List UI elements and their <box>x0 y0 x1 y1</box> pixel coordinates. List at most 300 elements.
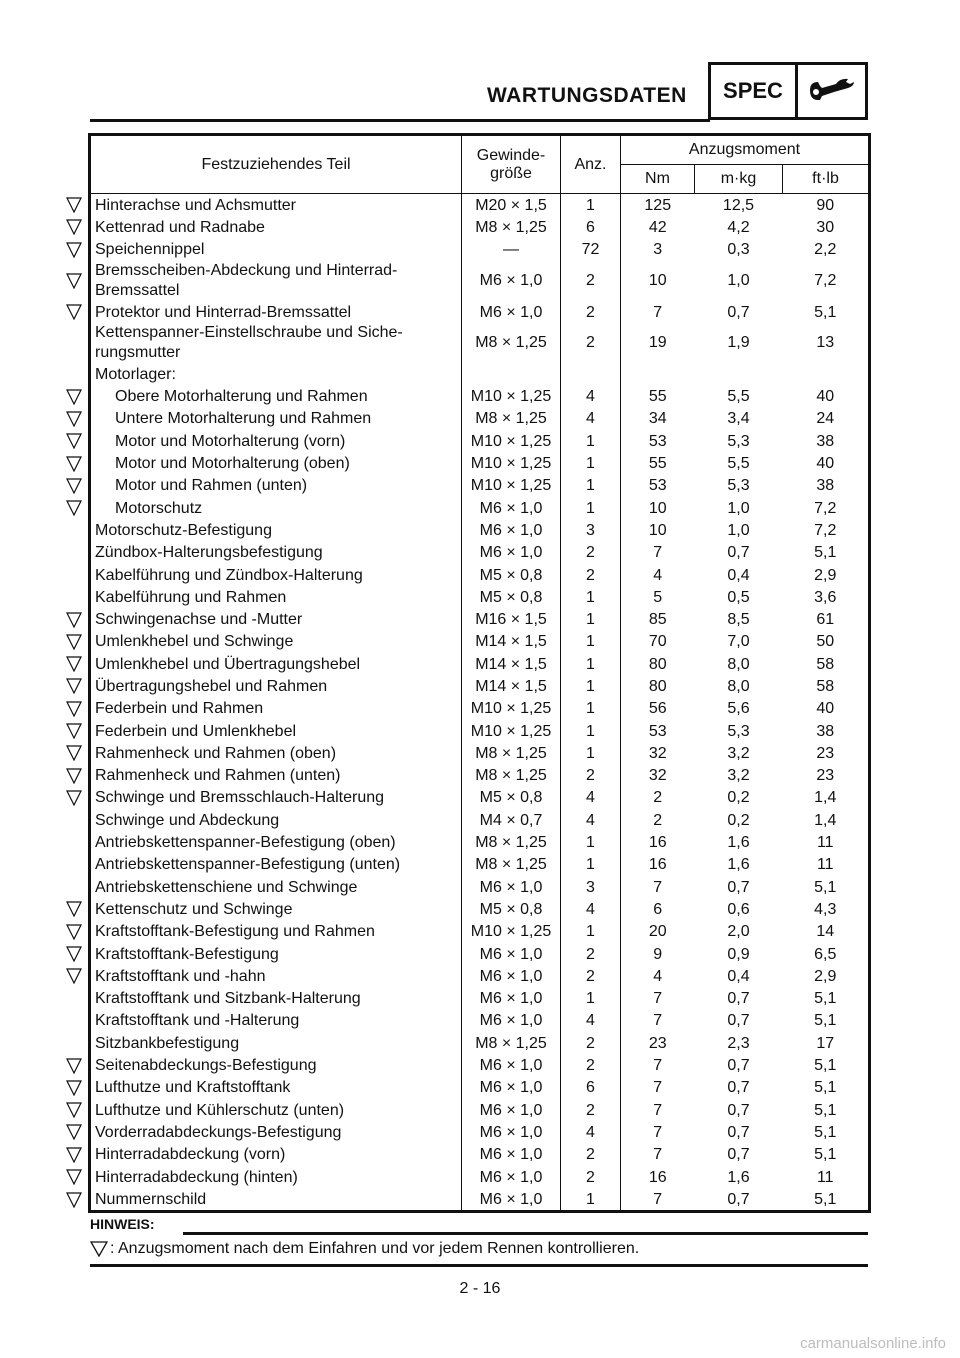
torque-nm-cell: 10 <box>648 521 667 539</box>
torque-nm-cell: 85 <box>648 611 667 629</box>
part-cell: Motor und Motorhalterung (vorn) <box>90 430 462 452</box>
thread-size-cell: M8 × 1,25 <box>462 1032 561 1054</box>
quantity-cell: 2 <box>561 943 621 965</box>
table-row <box>90 519 870 541</box>
part-cell: Federbein und Umlenkhebel <box>90 720 462 742</box>
quantity-cell: 1 <box>561 653 621 675</box>
torque-ftlb-cell: 2,2 <box>814 241 837 259</box>
torque-ftlb-cell: 1,4 <box>814 789 837 807</box>
torque-nm-cell: 32 <box>648 744 667 762</box>
thread-size-cell: M10 × 1,25 <box>462 720 561 742</box>
thread-size-cell: M5 × 0,8 <box>462 898 561 920</box>
torque-mkg-cell: 0,7 <box>727 878 750 896</box>
torque-mkg-cell: 0,7 <box>727 990 750 1008</box>
torque-nm-cell: 7 <box>653 878 663 896</box>
triangle-mark-icon <box>66 478 82 494</box>
thread-size-cell: M6 × 1,0 <box>462 1121 561 1143</box>
table-row <box>90 586 870 608</box>
triangle-mark-icon <box>66 656 82 672</box>
part-cell: Kraftstofftank und -hahn <box>90 965 462 987</box>
part-cell: Sitzbankbefestigung <box>90 1032 462 1054</box>
torque-nm-cell: 32 <box>648 767 667 785</box>
torque-nm-cell: 2 <box>653 811 663 829</box>
part-cell: Schwinge und Bremsschlauch-Halterung <box>90 787 462 809</box>
torque-nm-cell: 6 <box>653 900 663 918</box>
triangle-mark-icon <box>66 1080 82 1096</box>
triangle-mark-icon <box>66 500 82 516</box>
torque-mkg-cell: 1,6 <box>727 856 750 874</box>
torque-mkg-cell: 0,7 <box>727 1101 750 1119</box>
torque-nm-cell: 7 <box>653 1146 663 1164</box>
torque-mkg-cell: 0,7 <box>727 1146 750 1164</box>
triangle-mark-icon <box>66 723 82 739</box>
table-row <box>90 1188 870 1212</box>
torque-ftlb-cell: 2,9 <box>814 967 837 985</box>
part-cell: Vorderradabdeckungs-Befestigung <box>90 1121 462 1143</box>
torque-nm-cell: 7 <box>653 1012 663 1030</box>
torque-ftlb-cell: 1,4 <box>814 811 837 829</box>
triangle-mark-icon <box>66 273 82 289</box>
torque-ftlb-cell: 5,1 <box>814 1123 837 1141</box>
torque-nm-cell: 16 <box>648 1168 667 1186</box>
torque-ftlb-cell: 50 <box>816 633 835 651</box>
part-cell: Kettenspanner-Einstellschraube und Siche-rungsmutter <box>90 323 462 363</box>
torque-mkg-cell: 5,5 <box>727 455 750 473</box>
table-row <box>90 408 870 430</box>
thread-size-cell: M6 × 1,0 <box>462 542 561 564</box>
triangle-mark-icon <box>66 946 82 962</box>
torque-ftlb-cell: 5,1 <box>814 1101 837 1119</box>
quantity-cell: 1 <box>561 586 621 608</box>
quantity-cell: 2 <box>561 564 621 586</box>
torque-nm-cell: 53 <box>648 477 667 495</box>
torque-ftlb-cell: 5,1 <box>814 1190 837 1208</box>
torque-ftlb-cell: 40 <box>816 388 835 406</box>
triangle-mark-icon <box>66 924 82 940</box>
torque-nm-cell: 34 <box>648 410 667 428</box>
torque-nm-cell: 56 <box>648 700 667 718</box>
torque-ftlb-cell: 2,9 <box>814 566 837 584</box>
table-row <box>90 194 870 217</box>
torque-nm-cell: 55 <box>648 455 667 473</box>
torque-mkg-cell: 0,2 <box>727 811 750 829</box>
note-label: HINWEIS: <box>90 1216 155 1232</box>
torque-mkg-cell: 0,3 <box>727 241 750 259</box>
table-row <box>90 965 870 987</box>
torque-ftlb-cell: 5,1 <box>814 1012 837 1030</box>
torque-mkg-cell: 1,0 <box>727 499 750 517</box>
part-cell: Hinterachse und Achsmutter <box>90 194 462 217</box>
torque-nm-cell: 4 <box>653 566 663 584</box>
torque-ftlb-cell: 58 <box>816 677 835 695</box>
note-bottom-rule <box>90 1264 868 1267</box>
torque-nm-cell: 20 <box>648 923 667 941</box>
quantity-cell: 72 <box>561 239 621 261</box>
triangle-mark-icon <box>66 968 82 984</box>
part-cell: Federbein und Rahmen <box>90 698 462 720</box>
part-cell: Rahmenheck und Rahmen (oben) <box>90 742 462 764</box>
triangle-mark-icon <box>66 304 82 320</box>
torque-nm-cell: 70 <box>648 633 667 651</box>
table-row <box>90 787 870 809</box>
thread-size-cell: M16 × 1,5 <box>462 608 561 630</box>
torque-mkg-cell: 1,6 <box>727 834 750 852</box>
torque-mkg-cell: 0,5 <box>727 588 750 606</box>
thread-size-cell: M8 × 1,25 <box>462 216 561 238</box>
torque-ftlb-cell: 17 <box>816 1034 835 1052</box>
thread-size-cell: M8 × 1,25 <box>462 408 561 430</box>
part-cell: Seitenabdeckungs-Befestigung <box>90 1054 462 1076</box>
torque-ftlb-cell: 40 <box>816 700 835 718</box>
triangle-mark-icon <box>66 219 82 235</box>
torque-mkg-cell: 0,7 <box>727 1123 750 1141</box>
triangle-mark-icon <box>66 790 82 806</box>
quantity-cell: 1 <box>561 452 621 474</box>
table-row <box>90 497 870 519</box>
thread-size-cell: M6 × 1,0 <box>462 988 561 1010</box>
part-cell: Protektor und Hinterrad-Bremssattel <box>90 301 462 323</box>
torque-mkg-cell: 1,9 <box>727 334 750 352</box>
table-row <box>90 1054 870 1076</box>
torque-mkg-cell: 5,3 <box>727 432 750 450</box>
torque-ftlb-cell <box>783 363 870 385</box>
torque-mkg-cell: 7,0 <box>727 633 750 651</box>
torque-mkg-cell: 0,6 <box>727 900 750 918</box>
torque-mkg-cell: 12,5 <box>722 196 755 214</box>
torque-nm-cell: 7 <box>653 544 663 562</box>
table-row <box>90 943 870 965</box>
table-row <box>90 988 870 1010</box>
quantity-cell: 4 <box>561 1121 621 1143</box>
torque-mkg-cell: 8,0 <box>727 677 750 695</box>
torque-ftlb-cell: 7,2 <box>814 521 837 539</box>
part-cell: Speichennippel <box>90 239 462 261</box>
table-row <box>90 1144 870 1166</box>
torque-mkg-cell: 3,4 <box>727 410 750 428</box>
table-row <box>90 1166 870 1188</box>
table-row <box>90 323 870 363</box>
triangle-mark-icon <box>66 242 82 258</box>
part-cell: Übertragungshebel und Rahmen <box>90 675 462 697</box>
table-row <box>90 475 870 497</box>
quantity-cell: 1 <box>561 497 621 519</box>
torque-mkg-cell: 8,0 <box>727 655 750 673</box>
triangle-mark-icon <box>66 678 82 694</box>
part-cell: Antriebskettenschiene und Schwinge <box>90 876 462 898</box>
triangle-mark-icon <box>66 433 82 449</box>
part-cell: Kraftstofftank und -Halterung <box>90 1010 462 1032</box>
torque-table <box>88 133 871 1213</box>
torque-mkg-cell: 8,5 <box>727 611 750 629</box>
torque-ftlb-cell: 61 <box>816 611 835 629</box>
part-cell: Antriebskettenspanner-Befestigung (oben) <box>90 831 462 853</box>
torque-mkg-cell: 2,0 <box>727 923 750 941</box>
table-row <box>90 608 870 630</box>
table-row <box>90 1099 870 1121</box>
torque-ftlb-cell: 6,5 <box>814 945 837 963</box>
part-cell: Kettenrad und Radnabe <box>90 216 462 238</box>
torque-ftlb-cell: 5,1 <box>814 990 837 1008</box>
torque-nm-cell: 23 <box>648 1034 667 1052</box>
triangle-mark-icon <box>66 197 82 213</box>
torque-nm-cell: 19 <box>648 334 667 352</box>
thread-size-cell: M5 × 0,8 <box>462 564 561 586</box>
quantity-cell <box>561 363 621 385</box>
thread-size-cell: M6 × 1,0 <box>462 519 561 541</box>
triangle-mark-icon <box>66 634 82 650</box>
quantity-cell: 4 <box>561 898 621 920</box>
thread-size-cell: M10 × 1,25 <box>462 475 561 497</box>
thread-size-cell: M5 × 0,8 <box>462 586 561 608</box>
header-ftlb: ft·lb <box>783 165 870 194</box>
thread-size-cell: M8 × 1,25 <box>462 831 561 853</box>
thread-size-cell: M6 × 1,0 <box>462 261 561 301</box>
thread-size-cell: M8 × 1,25 <box>462 323 561 363</box>
triangle-mark-icon <box>66 389 82 405</box>
quantity-cell: 1 <box>561 720 621 742</box>
quantity-cell: 1 <box>561 1188 621 1212</box>
thread-size-cell: M6 × 1,0 <box>462 1054 561 1076</box>
torque-mkg-cell: 1,0 <box>727 521 750 539</box>
triangle-mark-icon <box>90 1241 108 1257</box>
torque-nm-cell: 16 <box>648 834 667 852</box>
part-cell: Kraftstofftank-Befestigung und Rahmen <box>90 921 462 943</box>
table-row <box>90 1010 870 1032</box>
quantity-cell: 1 <box>561 430 621 452</box>
quantity-cell: 2 <box>561 1054 621 1076</box>
header-torque: Anzugsmoment <box>621 135 870 165</box>
torque-nm-cell: 53 <box>648 432 667 450</box>
note <box>90 1240 639 1258</box>
torque-nm-cell: 16 <box>648 856 667 874</box>
torque-mkg-cell: 0,9 <box>727 945 750 963</box>
torque-nm-cell: 2 <box>653 789 663 807</box>
table-row <box>90 216 870 238</box>
torque-nm-cell: 7 <box>653 1190 663 1208</box>
part-cell: Schwingenachse und -Mutter <box>90 608 462 630</box>
torque-ftlb-cell: 38 <box>816 722 835 740</box>
torque-mkg-cell: 0,7 <box>727 1079 750 1097</box>
torque-mkg-cell <box>695 363 783 385</box>
thread-size-cell: M14 × 1,5 <box>462 675 561 697</box>
thread-size-cell: M10 × 1,25 <box>462 430 561 452</box>
torque-mkg-cell: 5,3 <box>727 722 750 740</box>
header-size: Gewinde- größe <box>462 135 561 194</box>
note-rule <box>183 1232 868 1235</box>
torque-ftlb-cell: 5,1 <box>814 1079 837 1097</box>
triangle-mark-icon <box>66 1192 82 1208</box>
torque-nm-cell: 3 <box>653 241 663 259</box>
triangle-mark-icon <box>66 1102 82 1118</box>
torque-mkg-cell: 3,2 <box>727 767 750 785</box>
table-row <box>90 698 870 720</box>
torque-nm-cell: 10 <box>648 499 667 517</box>
torque-nm-cell: 80 <box>648 677 667 695</box>
thread-size-cell: M14 × 1,5 <box>462 631 561 653</box>
torque-mkg-cell: 2,3 <box>727 1034 750 1052</box>
header-nm: Nm <box>621 165 695 194</box>
triangle-mark-icon <box>66 411 82 427</box>
table-row <box>90 239 870 261</box>
table-row <box>90 742 870 764</box>
table-row <box>90 301 870 323</box>
triangle-mark-icon <box>66 1058 82 1074</box>
thread-size-cell: M4 × 0,7 <box>462 809 561 831</box>
part-cell: Hinterradabdeckung (vorn) <box>90 1144 462 1166</box>
quantity-cell: 2 <box>561 1166 621 1188</box>
wrench-icon <box>798 65 865 117</box>
table-row <box>90 653 870 675</box>
quantity-cell: 6 <box>561 216 621 238</box>
quantity-cell: 3 <box>561 876 621 898</box>
torque-mkg-cell: 0,7 <box>727 544 750 562</box>
thread-size-cell: M6 × 1,0 <box>462 1099 561 1121</box>
torque-ftlb-cell: 11 <box>816 856 834 874</box>
triangle-mark-icon <box>66 701 82 717</box>
table-row <box>90 898 870 920</box>
table-row <box>90 854 870 876</box>
torque-nm-cell: 7 <box>653 303 663 321</box>
torque-nm-cell: 9 <box>653 945 663 963</box>
part-cell: Kabelführung und Rahmen <box>90 586 462 608</box>
torque-mkg-cell: 5,3 <box>727 477 750 495</box>
torque-mkg-cell: 0,7 <box>727 1012 750 1030</box>
table-row <box>90 1077 870 1099</box>
thread-size-cell: M10 × 1,25 <box>462 385 561 407</box>
part-cell: Motor und Rahmen (unten) <box>90 475 462 497</box>
torque-ftlb-cell: 90 <box>816 196 835 214</box>
table-row <box>90 385 870 407</box>
torque-mkg-cell: 0,7 <box>727 1190 750 1208</box>
torque-nm-cell: 10 <box>648 271 667 289</box>
part-cell: Zündbox-Halterungsbefestigung <box>90 542 462 564</box>
thread-size-cell: M10 × 1,25 <box>462 698 561 720</box>
torque-nm-cell: 125 <box>644 196 672 214</box>
torque-nm-cell: 7 <box>653 990 663 1008</box>
torque-nm-cell: 80 <box>648 655 667 673</box>
torque-nm-cell: 53 <box>648 722 667 740</box>
table-row <box>90 809 870 831</box>
page-number: 2 - 16 <box>459 1280 501 1297</box>
triangle-mark-icon <box>66 1147 82 1163</box>
triangle-mark-icon <box>66 612 82 628</box>
thread-size-cell: M20 × 1,5 <box>462 194 561 217</box>
torque-ftlb-cell: 38 <box>816 432 835 450</box>
torque-mkg-cell: 0,2 <box>727 789 750 807</box>
thread-size-cell: M6 × 1,0 <box>462 301 561 323</box>
part-cell: Schwinge und Abdeckung <box>90 809 462 831</box>
part-cell: Obere Motorhalterung und Rahmen <box>90 385 462 407</box>
torque-mkg-cell: 5,5 <box>727 388 750 406</box>
torque-ftlb-cell: 58 <box>816 655 835 673</box>
quantity-cell: 1 <box>561 675 621 697</box>
torque-ftlb-cell: 11 <box>816 834 834 852</box>
quantity-cell: 2 <box>561 1032 621 1054</box>
table-row <box>90 261 870 301</box>
note-text: : Anzugsmoment nach dem Einfahren und vor jedem Rennen kontrollieren. <box>110 1240 640 1257</box>
part-cell: Motor und Motorhalterung (oben) <box>90 452 462 474</box>
torque-nm-cell: 7 <box>653 1123 663 1141</box>
thread-size-cell: M8 × 1,25 <box>462 765 561 787</box>
triangle-mark-icon <box>66 745 82 761</box>
torque-nm-cell <box>621 363 695 385</box>
thread-size-cell: M6 × 1,0 <box>462 965 561 987</box>
torque-ftlb-cell: 5,1 <box>814 303 837 321</box>
quantity-cell: 1 <box>561 194 621 217</box>
part-cell: Nummernschild <box>90 1188 462 1212</box>
torque-ftlb-cell: 3,6 <box>814 588 837 606</box>
quantity-cell: 2 <box>561 765 621 787</box>
quantity-cell: 6 <box>561 1077 621 1099</box>
quantity-cell: 1 <box>561 475 621 497</box>
part-cell: Kabelführung und Zündbox-Halterung <box>90 564 462 586</box>
thread-size-cell: M6 × 1,0 <box>462 876 561 898</box>
table-row <box>90 1032 870 1054</box>
table-row <box>90 876 870 898</box>
torque-mkg-cell: 0,4 <box>727 967 750 985</box>
thread-size-cell: M6 × 1,0 <box>462 1010 561 1032</box>
thread-size-cell: M6 × 1,0 <box>462 1188 561 1212</box>
torque-ftlb-cell: 24 <box>816 410 835 428</box>
quantity-cell: 1 <box>561 608 621 630</box>
thread-size-cell: — <box>462 239 561 261</box>
torque-ftlb-cell: 11 <box>816 1168 834 1186</box>
torque-ftlb-cell: 5,1 <box>814 1057 837 1075</box>
torque-nm-cell: 7 <box>653 1079 663 1097</box>
table-row <box>90 564 870 586</box>
torque-mkg-cell: 5,6 <box>727 700 750 718</box>
quantity-cell: 2 <box>561 261 621 301</box>
part-cell: Kettenschutz und Schwinge <box>90 898 462 920</box>
table-row <box>90 921 870 943</box>
quantity-cell: 2 <box>561 301 621 323</box>
page-title: WARTUNGSDATEN <box>487 84 687 107</box>
part-cell: Umlenkhebel und Schwinge <box>90 631 462 653</box>
torque-ftlb-cell: 5,1 <box>814 544 837 562</box>
thread-size-cell: M6 × 1,0 <box>462 497 561 519</box>
torque-nm-cell: 55 <box>648 388 667 406</box>
quantity-cell: 2 <box>561 323 621 363</box>
thread-size-cell: M10 × 1,25 <box>462 452 561 474</box>
quantity-cell: 1 <box>561 921 621 943</box>
header-mkg: m·kg <box>695 165 783 194</box>
thread-size-cell: M10 × 1,25 <box>462 921 561 943</box>
triangle-mark-icon <box>66 456 82 472</box>
part-cell: Lufthutze und Kühlerschutz (unten) <box>90 1099 462 1121</box>
torque-ftlb-cell: 7,2 <box>814 271 837 289</box>
header-qty: Anz. <box>561 135 621 194</box>
torque-mkg-cell: 0,7 <box>727 303 750 321</box>
torque-nm-cell: 5 <box>653 588 663 606</box>
thread-size-cell: M6 × 1,0 <box>462 943 561 965</box>
torque-ftlb-cell: 14 <box>816 923 835 941</box>
quantity-cell: 4 <box>561 787 621 809</box>
part-cell: Lufthutze und Kraftstofftank <box>90 1077 462 1099</box>
part-cell: Motorschutz <box>90 497 462 519</box>
torque-ftlb-cell: 7,2 <box>814 499 837 517</box>
torque-nm-cell: 4 <box>653 967 663 985</box>
part-cell: Umlenkhebel und Übertragungshebel <box>90 653 462 675</box>
part-cell: Antriebskettenspanner-Befestigung (unten) <box>90 854 462 876</box>
thread-size-cell: M6 × 1,0 <box>462 1166 561 1188</box>
table-row <box>90 720 870 742</box>
thread-size-cell: M6 × 1,0 <box>462 1077 561 1099</box>
torque-mkg-cell: 1,0 <box>727 271 750 289</box>
triangle-mark-icon <box>66 768 82 784</box>
torque-nm-cell: 42 <box>648 218 667 236</box>
part-cell: Hinterradabdeckung (hinten) <box>90 1166 462 1188</box>
quantity-cell: 4 <box>561 408 621 430</box>
